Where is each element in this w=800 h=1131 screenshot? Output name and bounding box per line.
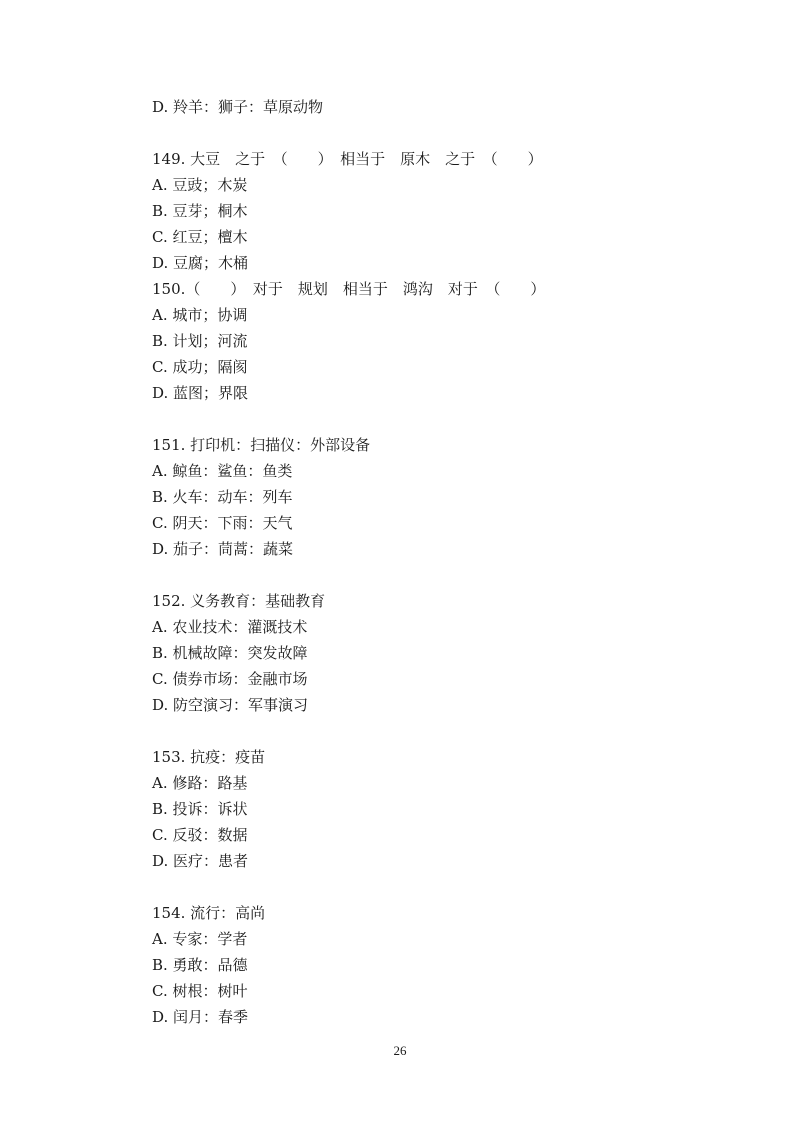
question-152-stem: 152. 义务教育：基础教育 <box>152 592 326 610</box>
question-154-option-b: B. 勇敢：品德 <box>152 956 248 974</box>
question-150-option-b: B. 计划；河流 <box>152 332 248 350</box>
question-151-option-d: D. 茄子：茼蒿：蔬菜 <box>152 540 294 558</box>
question-149-option-c: C. 红豆；檀木 <box>152 228 248 246</box>
question-151-option-b: B. 火车：动车：列车 <box>152 488 293 506</box>
question-150-stem: 150.（ ） 对于 规划 相当于 鸿沟 对于 （ ） <box>152 280 546 298</box>
question-154-stem: 154. 流行：高尚 <box>152 904 266 922</box>
question-149-stem: 149. 大豆 之于 （ ） 相当于 原木 之于 （ ） <box>152 150 543 168</box>
question-154-option-a: A. 专家：学者 <box>152 930 248 948</box>
question-149-option-a: A. 豆豉；木炭 <box>152 176 248 194</box>
question-152-option-b: B. 机械故障：突发故障 <box>152 644 308 662</box>
question-153-option-c: C. 反驳：数据 <box>152 826 248 844</box>
page-number: 26 <box>393 1043 407 1058</box>
question-150-option-c: C. 成功；隔阂 <box>152 358 248 376</box>
question-152-option-d: D. 防空演习：军事演习 <box>152 696 309 714</box>
question-151-option-a: A. 鲸鱼：鲨鱼：鱼类 <box>152 462 293 480</box>
question-152-option-c: C. 债券市场：金融市场 <box>152 670 308 688</box>
question-153-option-b: B. 投诉：诉状 <box>152 800 248 818</box>
question-153-stem: 153. 抗疫：疫苗 <box>152 748 266 766</box>
question-148-option-d: D. 羚羊：狮子：草原动物 <box>152 98 324 116</box>
question-149-option-d: D. 豆腐；木桶 <box>152 254 249 272</box>
question-153-option-d: D. 医疗：患者 <box>152 852 249 870</box>
question-154-option-c: C. 树根：树叶 <box>152 982 248 1000</box>
question-150-option-d: D. 蓝图；界限 <box>152 384 249 402</box>
question-154-option-d: D. 闰月：春季 <box>152 1008 249 1026</box>
question-151-option-c: C. 阴天：下雨：天气 <box>152 514 293 532</box>
question-151-stem: 151. 打印机：扫描仪：外部设备 <box>152 436 371 454</box>
question-153-option-a: A. 修路：路基 <box>152 774 248 792</box>
question-150-option-a: A. 城市；协调 <box>152 306 248 324</box>
question-149-option-b: B. 豆芽；桐木 <box>152 202 248 220</box>
question-152-option-a: A. 农业技术：灌溉技术 <box>152 618 308 636</box>
